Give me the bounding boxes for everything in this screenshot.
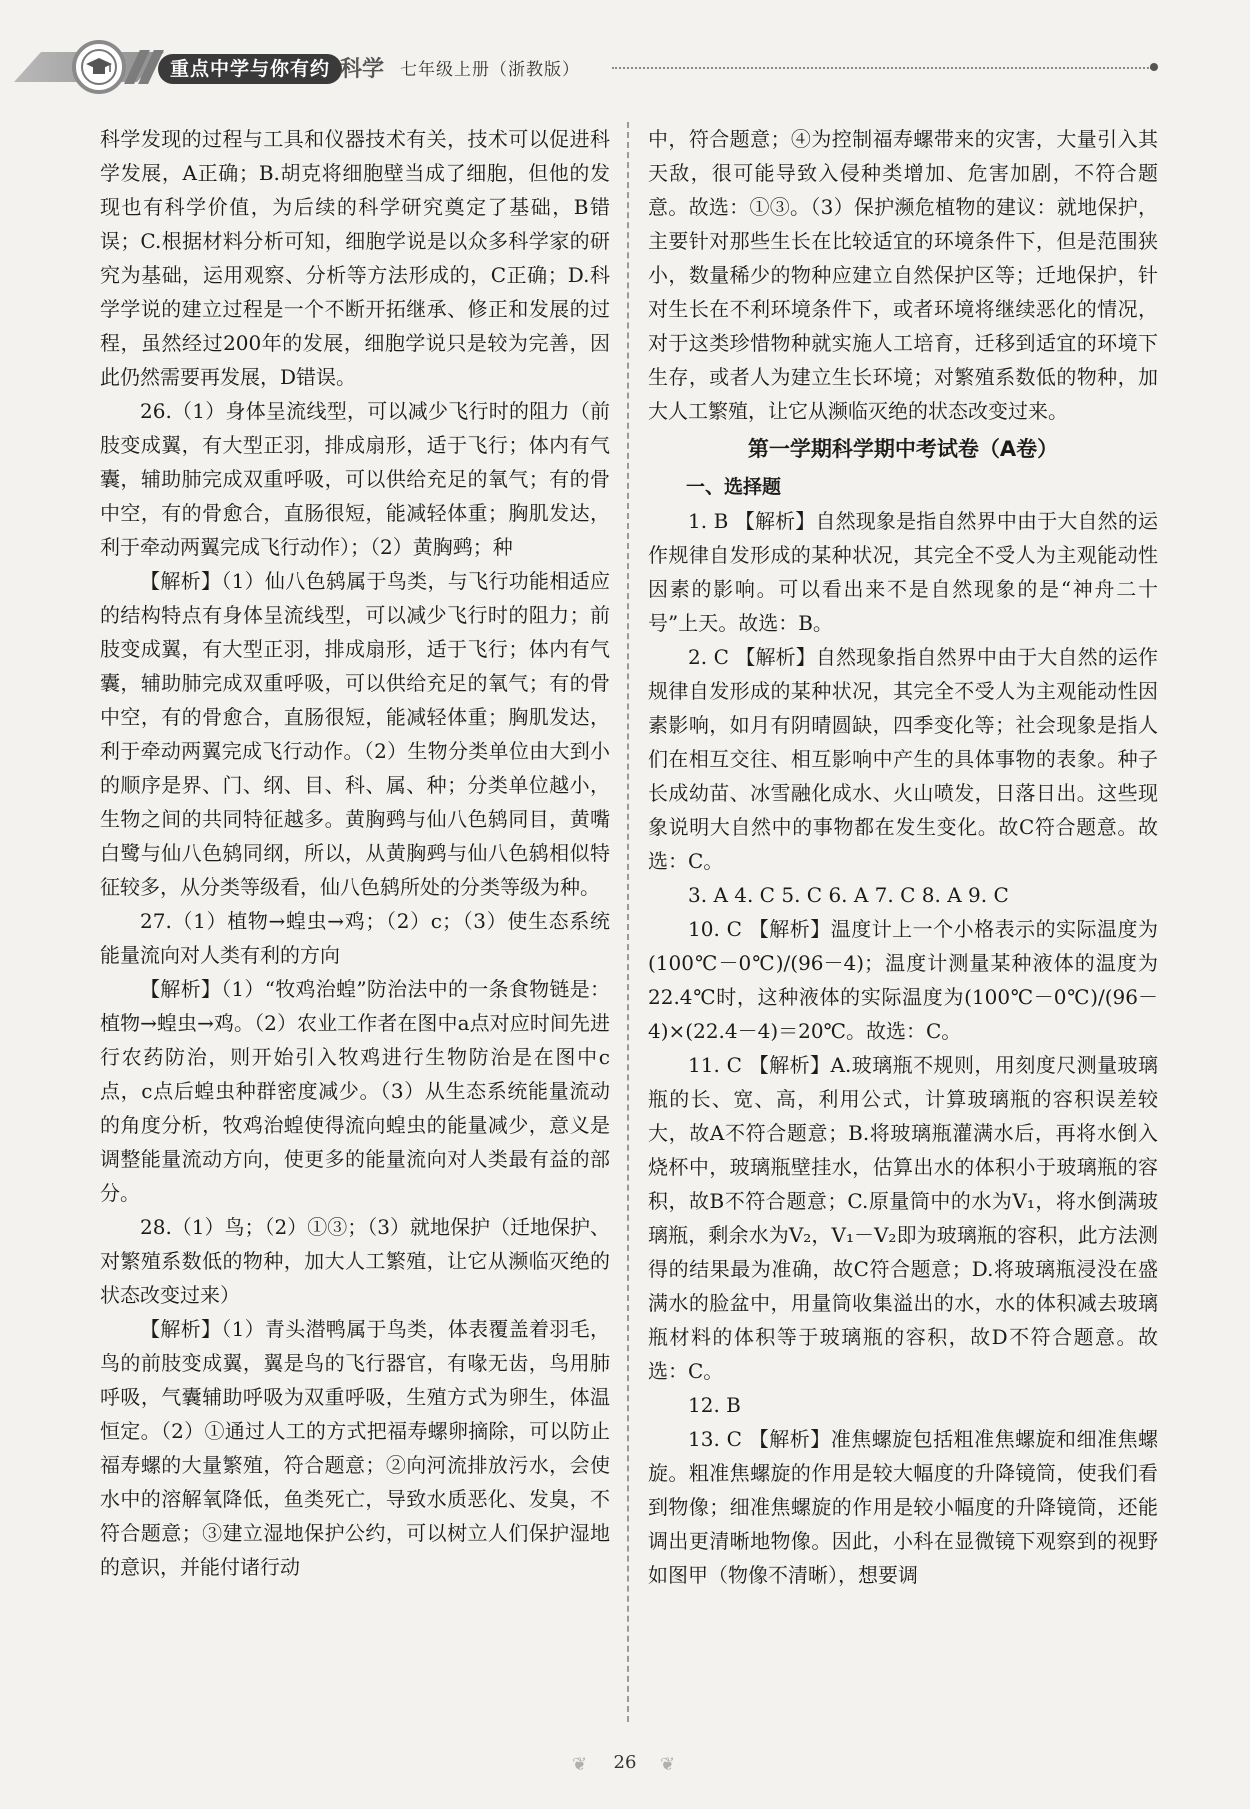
answer-28: 28.（1）鸟；（2）①③；（3）就地保护（迁地保护、对繁殖系数低的物种，加大人工繁殖，让它从濒临灭绝的状态改变过来）: [100, 1215, 610, 1307]
grade-label: 七年级上册（浙教版）: [400, 60, 580, 80]
answer-item: 3. A 4. C 5. C 6. A 7. C 8. A 9. C: [688, 883, 1009, 907]
header-dot: [1150, 63, 1158, 71]
section-title: 第一学期科学期中考试卷（A卷）: [747, 437, 1059, 461]
analysis-26: 【解析】（1）仙八色鸫属于鸟类，与飞行功能相适应的结构特点有身体呈流线型，可以减少飞行时的阻力；前肢变成翼，有大型正羽，排成扇形，适于飞行；体内有气囊，辅助肺完成双重呼吸，可以供给充足的氧气；有的骨中空，有的骨愈合，直肠很短，能减轻体重；胸肌发达，利于牵动两翼完成飞行动作。（2）生物分类单位由大到小的顺序是界、门、纲、目、科、属、种；分类单位越小，生物之间的共同特征越多。黄胸鹀与仙八色鸫同目，黄嘴白鹭与仙八色鸫同纲，所以，从黄胸鹀与仙八色鸫相似特征较多，从分类等级看，仙八色鸫所处的分类等级为种。: [100, 569, 610, 899]
subsection-title: 一、选择题: [686, 476, 782, 498]
brand-title: 重点中学与你有约: [158, 54, 342, 84]
page-header: [0, 0, 1250, 130]
answer-item: 1. B 【解析】自然现象是指自然界中由于大自然的运作规律自发形成的某种状况，其完全不受人为主观能动性因素的影响。可以看出来不是自然现象的是“神舟二十号”上天。故选：B。: [648, 509, 1158, 635]
column-divider: [627, 122, 629, 1722]
left-column: [100, 122, 610, 1584]
header-rule: [612, 67, 1152, 69]
footer-ornament-right: ❦: [660, 1754, 676, 1775]
answer-27: 27.（1）植物→蝗虫→鸡；（2）c；（3）使生态系统能量流向对人类有利的方向: [100, 909, 610, 967]
answer-item: 10. C 【解析】温度计上一个小格表示的实际温度为(100℃－0℃)/(96－4)；温度计测量某种液体的温度为22.4℃时，这种液体的实际温度为(100℃－0℃)/(96－4)×(22.4－4)＝20℃。故选：C。: [648, 917, 1158, 1043]
answer-item: 13. C 【解析】准焦螺旋包括粗准焦螺旋和细准焦螺旋。粗准焦螺旋的作用是较大幅度的升降镜筒，使我们看到物像；细准焦螺旋的作用是较小幅度的升降镜筒，还能调出更清晰地物像。因此，小科在显微镜下观察到的视野如图甲（物像不清晰），想要调: [648, 1427, 1158, 1587]
school-emblem-icon: [72, 40, 126, 94]
analysis-28: 【解析】（1）青头潜鸭属于鸟类，体表覆盖着羽毛，鸟的前肢变成翼，翼是鸟的飞行器官，有喙无齿，鸟用肺呼吸，气囊辅助呼吸为双重呼吸，生殖方式为卵生，体温恒定。（2）①通过人工的方式把福寿螺卵摘除，可以防止福寿螺的大量繁殖，符合题意；②向河流排放污水，会使水中的溶解氧降低，鱼类死亡，导致水质恶化、发臭，不符合题意；③建立湿地保护公约，可以树立人们保护湿地的意识，并能付诸行动: [100, 1317, 610, 1579]
subject-label: 科学: [340, 57, 385, 82]
analysis-27: 【解析】（1）“牧鸡治蝗”防治法中的一条食物链是：植物→蝗虫→鸡。（2）农业工作者在图中a点对应时间先进行农药防治，则开始引入牧鸡进行生物防治是在图中c点，c点后蝗虫种群密度减少。（3）从生态系统能量流动的角度分析，牧鸡治蝗使得流向蝗虫的能量减少，意义是调整能量流动方向，使更多的能量流向对人类最有益的部分。: [100, 977, 610, 1205]
answer-26: 26.（1）身体呈流线型，可以减少飞行时的阻力（前肢变成翼，有大型正羽，排成扇形，适于飞行；体内有气囊，辅助肺完成双重呼吸，可以供给充足的氧气；有的骨中空，有的骨愈合，直肠很短，能减轻体重；胸肌发达，利于牵动两翼完成飞行动作）；（2）黄胸鹀；种: [100, 399, 610, 559]
page-number: 26: [613, 1752, 637, 1773]
footer-ornament-left: ❦: [572, 1754, 588, 1775]
graduation-cap-icon: [80, 48, 118, 86]
right-column: [648, 122, 1158, 1592]
answer-item: 2. C 【解析】自然现象指自然界中由于大自然的运作规律自发形成的某种状况，其完全不受人为主观能动性因素影响，如月有阴晴圆缺，四季变化等；社会现象是指人们在相互交往、相互影响中产生的具体事物的表象。种子长成幼苗、冰雪融化成水、火山喷发，日落日出。这些现象说明大自然中的事物都在发生变化。故C符合题意。故选：C。: [648, 645, 1158, 873]
answer-item: 11. C 【解析】A.玻璃瓶不规则，用刻度尺测量玻璃瓶的长、宽、高，利用公式，计算玻璃瓶的容积误差较大，故A不符合题意；B.将玻璃瓶灌满水后，再将水倒入烧杯中，玻璃瓶壁挂水，估算出水的体积小于玻璃瓶的容积，故B不符合题意；C.原量筒中的水为V₁，将水倒满玻璃瓶，剩余水为V₂，V₁－V₂即为玻璃瓶的容积，此方法测得的结果最为准确，故C符合题意；D.将玻璃瓶浸没在盛满水的脸盆中，用量筒收集溢出的水，水的体积减去玻璃瓶材料的体积等于玻璃瓶的容积，故D不符合题意。故选：C。: [648, 1053, 1158, 1383]
answer-item: 12. B: [688, 1393, 741, 1417]
paragraph-continuation: 科学发现的过程与工具和仪器技术有关，技术可以促进科学发展，A正确；B.胡克将细胞壁当成了细胞，但他的发现也有科学价值，为后续的科学研究奠定了基础，B错误；C.根据材料分析可知，细胞学说是以众多科学家的研究为基础，运用观察、分析等方法形成的，C正确；D.科学学说的建立过程是一个不断开拓继承、修正和发展的过程，虽然经过200年的发展，细胞学说只是较为完善，因此仍然需要再发展，D错误。: [100, 127, 610, 389]
paragraph-continuation: 中，符合题意；④为控制福寿螺带来的灾害，大量引入其天敌，很可能导致入侵种类增加、危害加剧，不符合题意。故选：①③。（3）保护濒危植物的建议：就地保护，主要针对那些生长在比较适宜的环境条件下，但是范围狭小，数量稀少的物种应建立自然保护区等；迁地保护，针对生长在不利环境条件下，或者环境将继续恶化的情况，对于这类珍惜物种就实施人工培育，迁移到适宜的环境下生存，或者人为建立生长环境；对繁殖系数低的物种，加大人工繁殖，让它从濒临灭绝的状态改变过来。: [648, 127, 1158, 423]
